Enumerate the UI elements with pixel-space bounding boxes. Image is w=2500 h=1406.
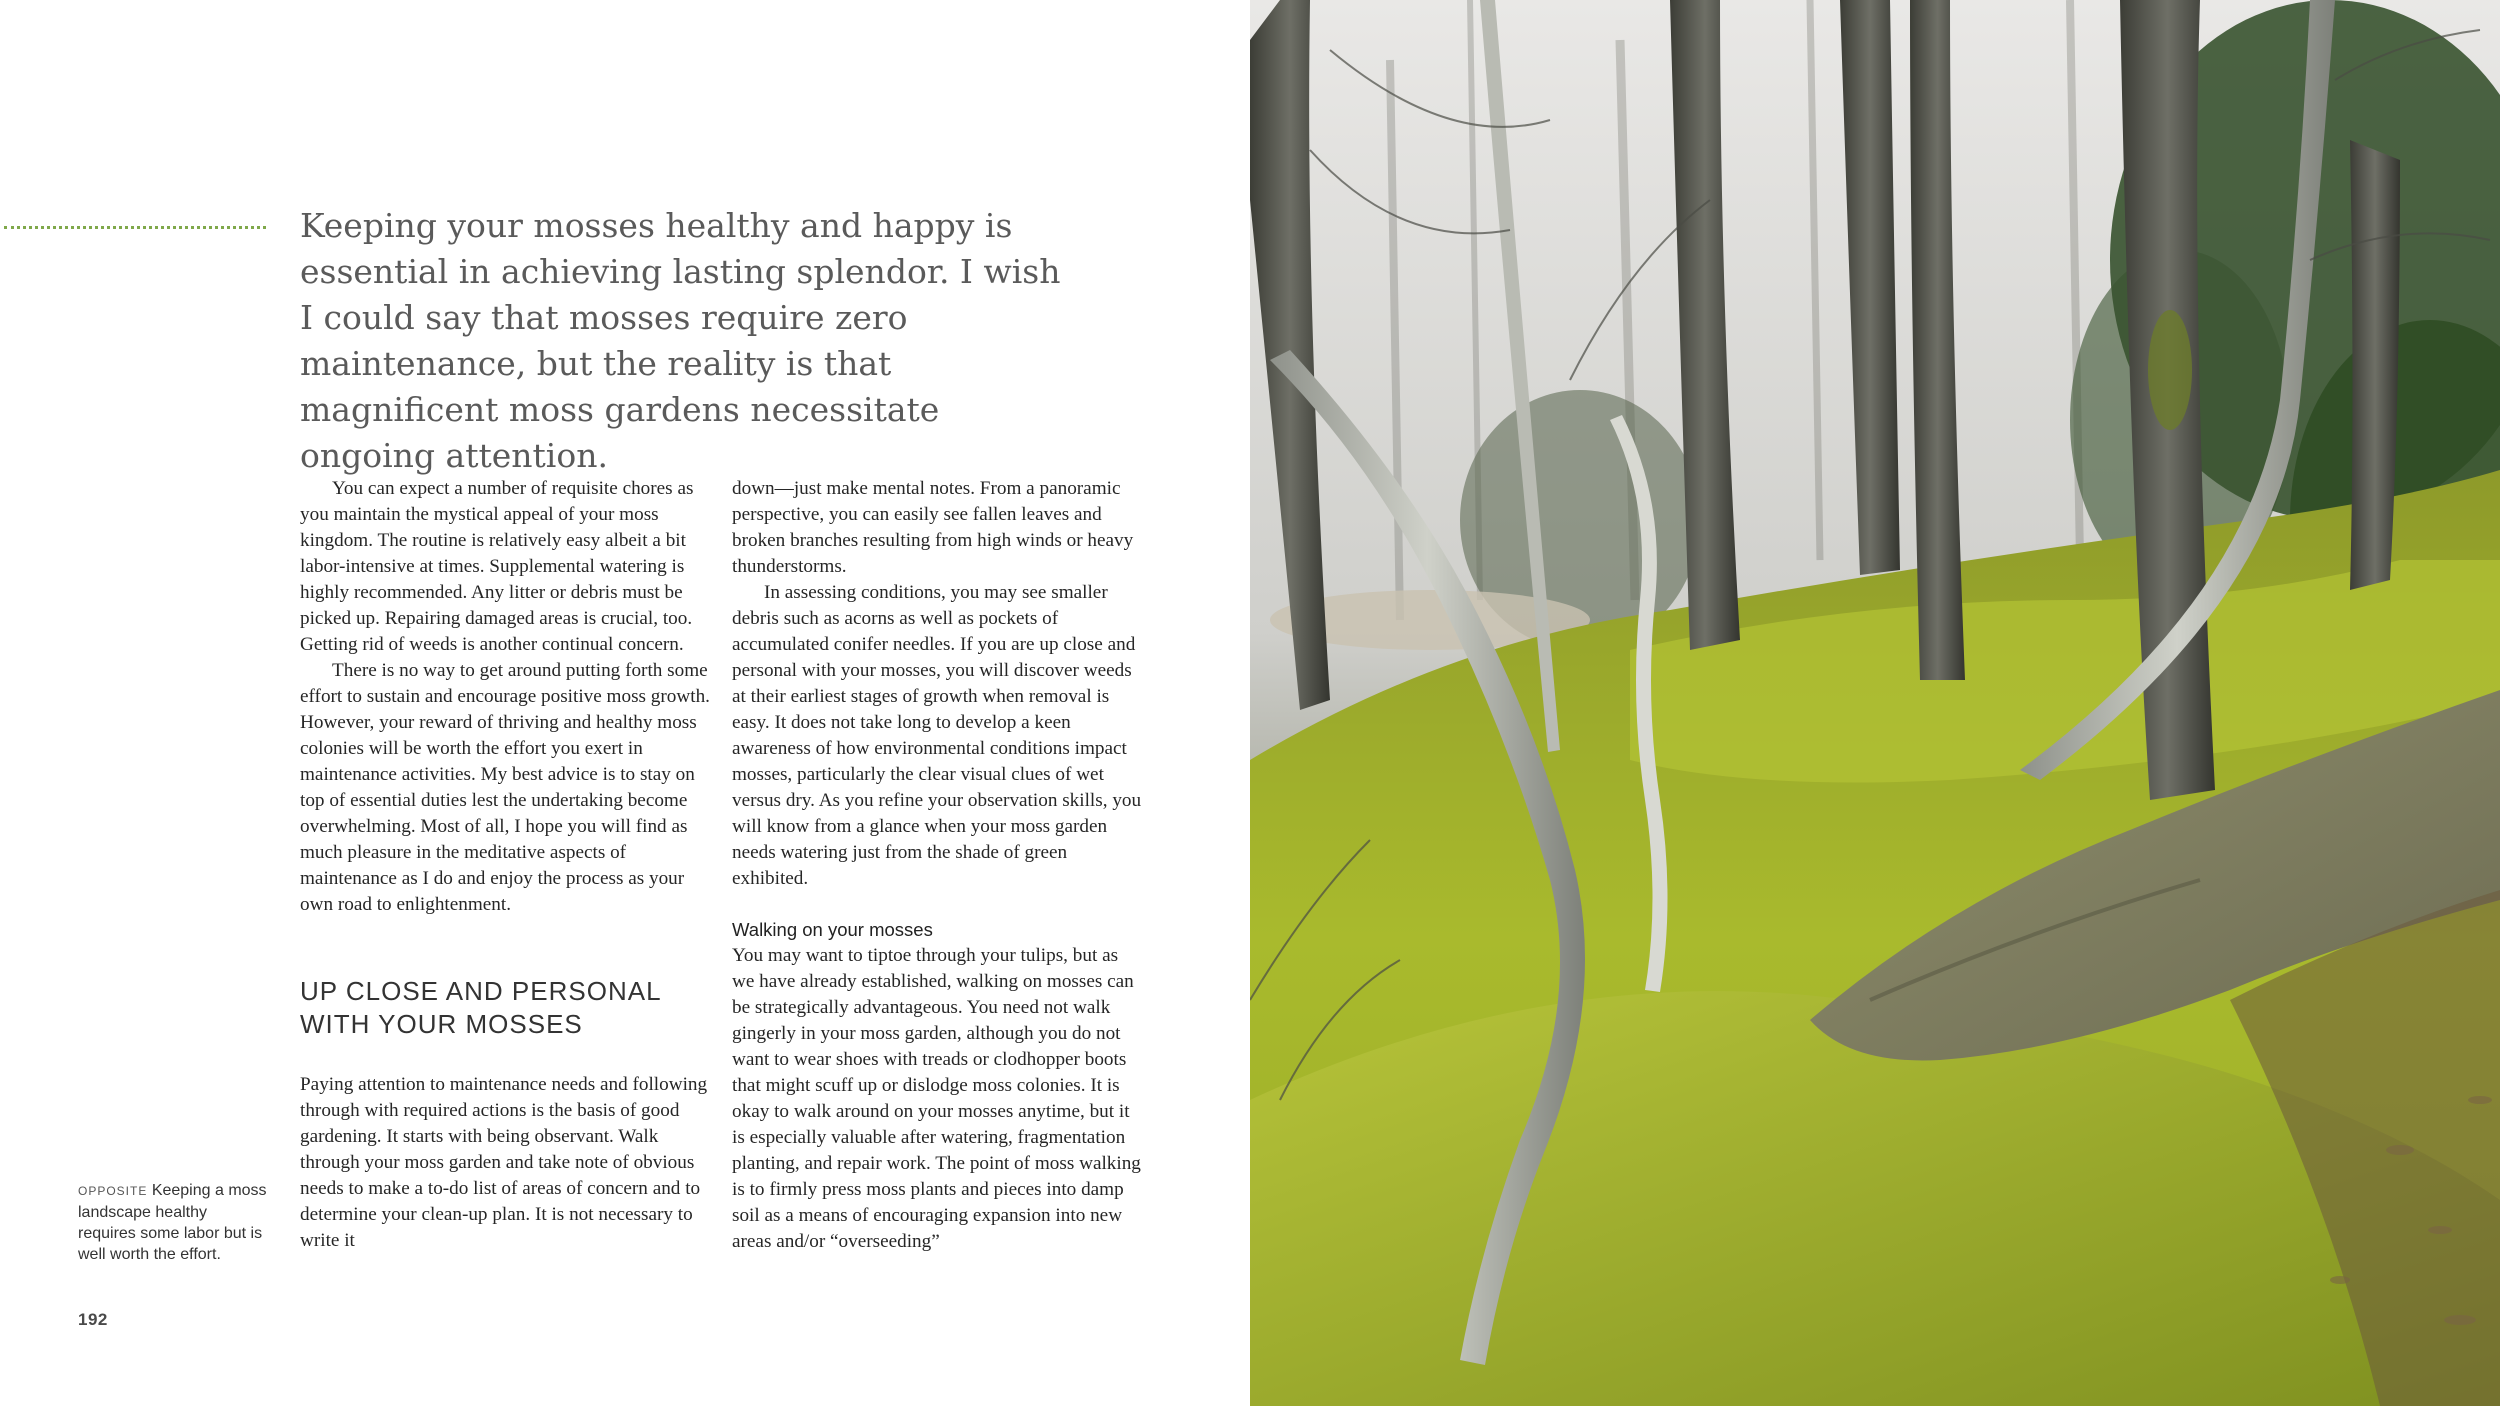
body-paragraph: Paying attention to maintenance needs and following through with required actions is the basis of good gardening. It starts with being observant. Walk through your moss garden and take note of obvious needs to make a to-do list of areas of concern and to determine your clean-up plan. It is not necessary to write it — [300, 1074, 708, 1251]
section-heading: UP CLOSE AND PERSONAL WITH YOUR MOSSES — [300, 976, 661, 1039]
body-paragraph: You can expect a number of requisite chores as you maintain the mystical appeal of your moss kingdom. The routine is relatively easy albeit a bit labor-intensive at times. Supplemental watering is highly recommended. Any litter or debris must be picked up. Repairing damaged areas is crucial, too. Getting rid of weeds is another continual concern. — [300, 478, 694, 655]
body-column-left — [300, 476, 712, 1254]
caption-label: OPPOSITE — [78, 1184, 148, 1198]
subheading: Walking on your mosses — [732, 919, 933, 940]
dotted-rule — [4, 226, 266, 229]
page-number: 192 — [78, 1310, 108, 1329]
body-paragraph: down—just make mental notes. From a panoramic perspective, you can easily see fallen leaves and broken branches resulting from high winds or heavy thunderstorms. — [732, 478, 1134, 577]
lede-paragraph: Keeping your mosses healthy and happy is essential in achieving lasting splendor. I wish I could say that mosses require zero maintenance, but the reality is that magnificent moss gardens necessitate ongoing attention. — [300, 206, 1061, 475]
moss-forest-illustration — [1250, 0, 2500, 1406]
body-column-right — [732, 476, 1144, 1255]
moss-forest-photo — [1250, 0, 2500, 1406]
photo-caption — [78, 1180, 268, 1265]
body-paragraph: You may want to tiptoe through your tulips, but as we have already established, walking on mosses can be strategically advantageous. You need not walk gingerly in your moss garden, although you do not want to wear shoes with treads or clodhopper boots that might scuff up or dislodge moss colonies. It is okay to walk around on your mosses anytime, but it is especially valuable after watering, fragmentation planting, and repair work. The point of moss walking is to firmly press moss plants and pieces into damp soil as a means of encouraging expansion into new areas and/or “overseeding” — [732, 945, 1141, 1252]
body-paragraph: In assessing conditions, you may see smaller debris such as acorns as well as pockets of accumulated conifer needles. If you are up close and personal with your mosses, you will discover weeds at their earliest stages of growth when removal is easy. It does not take long to develop a keen awareness of how environmental conditions impact mosses, particularly the clear visual clues of wet versus dry. As you refine your observation skills, you will know from a glance when your moss garden needs watering just from the shade of green exhibited. — [732, 582, 1142, 889]
caption-text: Keeping a moss landscape healthy requires some labor but is well worth the effort. — [78, 1182, 267, 1263]
body-paragraph: There is no way to get around putting forth some effort to sustain and encourage positive moss growth. However, your reward of thriving and healthy moss colonies will be worth the effort you exert in maintenance activities. My best advice is to stay on top of essential duties lest the undertaking become overwhelming. Most of all, I hope you will find as much pleasure in the meditative aspects of maintenance as I do and enjoy the process as your own road to enlightenment. — [300, 660, 710, 915]
